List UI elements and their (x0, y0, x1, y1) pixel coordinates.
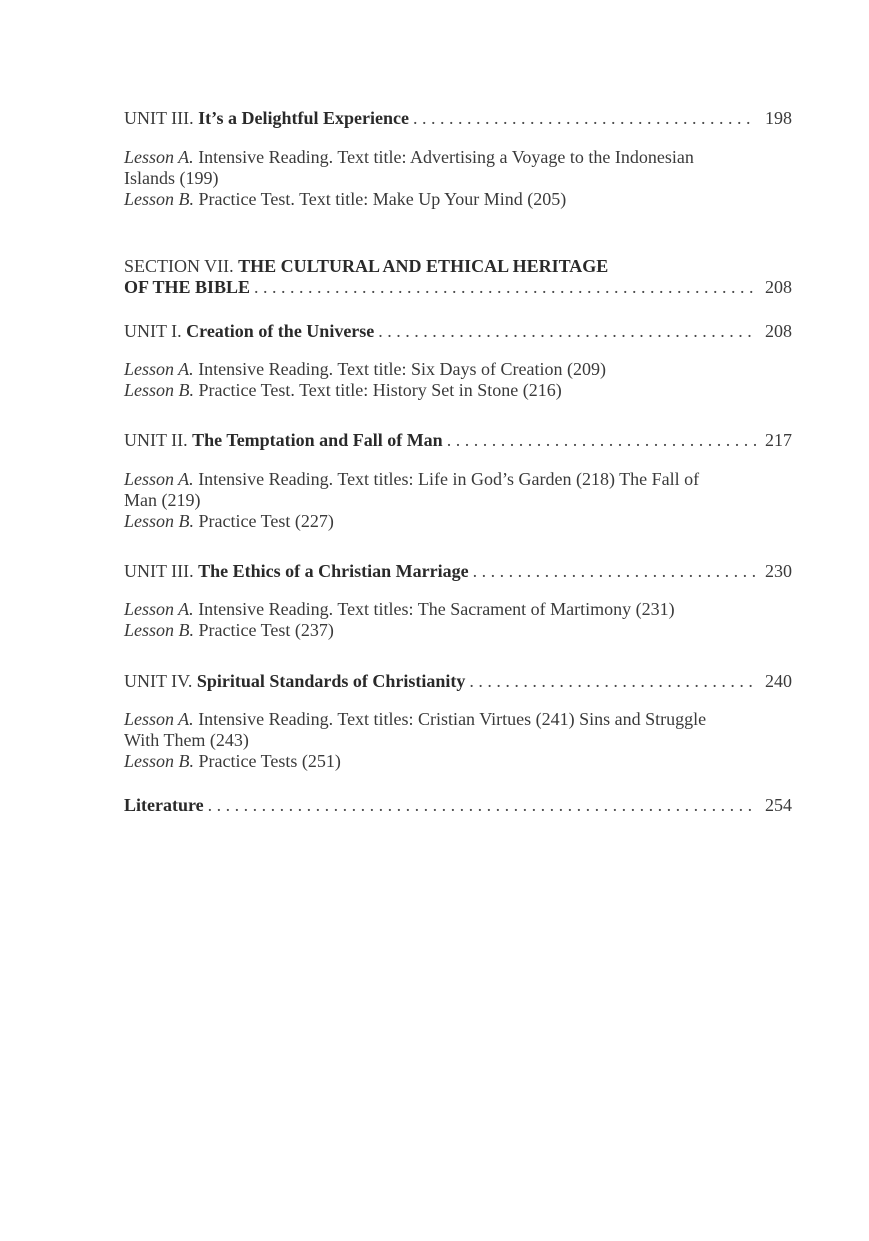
lesson-text: Intensive Reading. Text titles: Cristian Virtues (241) Sins and Struggle With Them (243) (124, 709, 707, 750)
toc-heading (124, 108, 409, 129)
unit-title: Spiritual Standards of Christianity (196, 671, 466, 691)
lesson-label: Lesson B. (124, 511, 195, 531)
lesson-list (124, 359, 744, 401)
lesson-text: Intensive Reading. Text titles: Life in God’s Garden (218) The Fall of Man (219) (124, 469, 700, 510)
unit-prefix: UNIT III. (124, 108, 194, 128)
lesson-item (124, 147, 744, 189)
section-prefix: SECTION VII. (124, 256, 234, 276)
lesson-list (124, 147, 744, 210)
lesson-label: Lesson A. (124, 599, 194, 619)
lesson-label: Lesson A. (124, 359, 194, 379)
lesson-item (124, 359, 744, 380)
page-number: 254 (765, 795, 792, 815)
unit-title: Creation of the Universe (186, 321, 375, 341)
lesson-text: Practice Test. Text title: Make Up Your Mind (205) (198, 189, 567, 209)
page-number: 198 (765, 108, 792, 128)
toc-line (124, 795, 792, 816)
lesson-list (124, 469, 714, 532)
toc-line (124, 561, 792, 582)
dot-leader (447, 430, 756, 451)
lesson-text: Intensive Reading. Text title: Six Days of Creation (209) (198, 359, 607, 379)
toc-line (124, 108, 792, 129)
lesson-label: Lesson A. (124, 709, 194, 729)
page-number: 208 (765, 277, 792, 297)
page-number: 230 (765, 561, 792, 581)
dot-leader (473, 561, 756, 582)
dot-leader (254, 277, 756, 298)
section-title-line-1: THE CULTURAL AND ETHICAL HERITAGE (238, 256, 609, 276)
lesson-item (124, 189, 744, 210)
section-heading-line-1 (124, 256, 792, 277)
toc-entry-unit-2-temptation[interactable] (124, 430, 792, 451)
toc-line (124, 671, 792, 692)
section-title-line-2: OF THE BIBLE (124, 277, 251, 297)
dot-leader (378, 321, 756, 342)
unit-prefix: UNIT I. (124, 321, 182, 341)
toc-line (124, 321, 792, 342)
toc-entry-unit-3-marriage[interactable] (124, 561, 792, 582)
unit-prefix: UNIT IV. (124, 671, 193, 691)
page-number: 240 (765, 671, 792, 691)
lesson-text: Practice Tests (251) (198, 751, 341, 771)
lesson-label: Lesson B. (124, 751, 195, 771)
lesson-label: Lesson B. (124, 189, 195, 209)
lesson-item (124, 709, 739, 751)
dot-leader (208, 795, 756, 816)
toc-entry-unit-3-delightful[interactable] (124, 108, 792, 129)
lesson-label: Lesson A. (124, 147, 194, 167)
dot-leader (413, 108, 756, 129)
lesson-text: Practice Test. Text title: History Set in Stone (216) (198, 380, 562, 400)
literature-title: Literature (124, 795, 204, 815)
lesson-label: Lesson A. (124, 469, 194, 489)
lesson-item (124, 511, 714, 532)
unit-title: It’s a Delightful Experience (198, 108, 409, 128)
lesson-text: Practice Test (237) (198, 620, 334, 640)
toc-entry-section-7[interactable] (124, 256, 792, 298)
lesson-item (124, 469, 714, 511)
unit-title: The Ethics of a Christian Marriage (198, 561, 469, 581)
lesson-text: Practice Test (227) (198, 511, 334, 531)
lesson-list (124, 599, 744, 641)
toc-entry-literature[interactable] (124, 795, 792, 816)
lesson-item (124, 751, 739, 772)
page-number: 217 (765, 430, 792, 450)
toc-heading (124, 430, 443, 451)
page-number: 208 (765, 321, 792, 341)
lesson-item (124, 620, 744, 641)
lesson-text: Intensive Reading. Text titles: The Sacrament of Martimony (231) (198, 599, 675, 619)
lesson-label: Lesson B. (124, 620, 195, 640)
toc-heading (124, 321, 374, 342)
toc-line (124, 430, 792, 451)
lesson-item (124, 380, 744, 401)
toc-line (124, 277, 792, 298)
toc-entry-unit-4-spiritual[interactable] (124, 671, 792, 692)
lesson-item (124, 599, 744, 620)
toc-heading (124, 561, 469, 582)
lesson-text: Intensive Reading. Text title: Advertising a Voyage to the Indonesian Islands (199) (124, 147, 694, 188)
lesson-label: Lesson B. (124, 380, 195, 400)
lesson-list (124, 709, 739, 772)
toc-entry-unit-1-creation[interactable] (124, 321, 792, 342)
toc-heading (124, 671, 465, 692)
unit-prefix: UNIT II. (124, 430, 188, 450)
unit-title: The Temptation and Fall of Man (192, 430, 443, 450)
dot-leader (469, 671, 756, 692)
unit-prefix: UNIT III. (124, 561, 194, 581)
